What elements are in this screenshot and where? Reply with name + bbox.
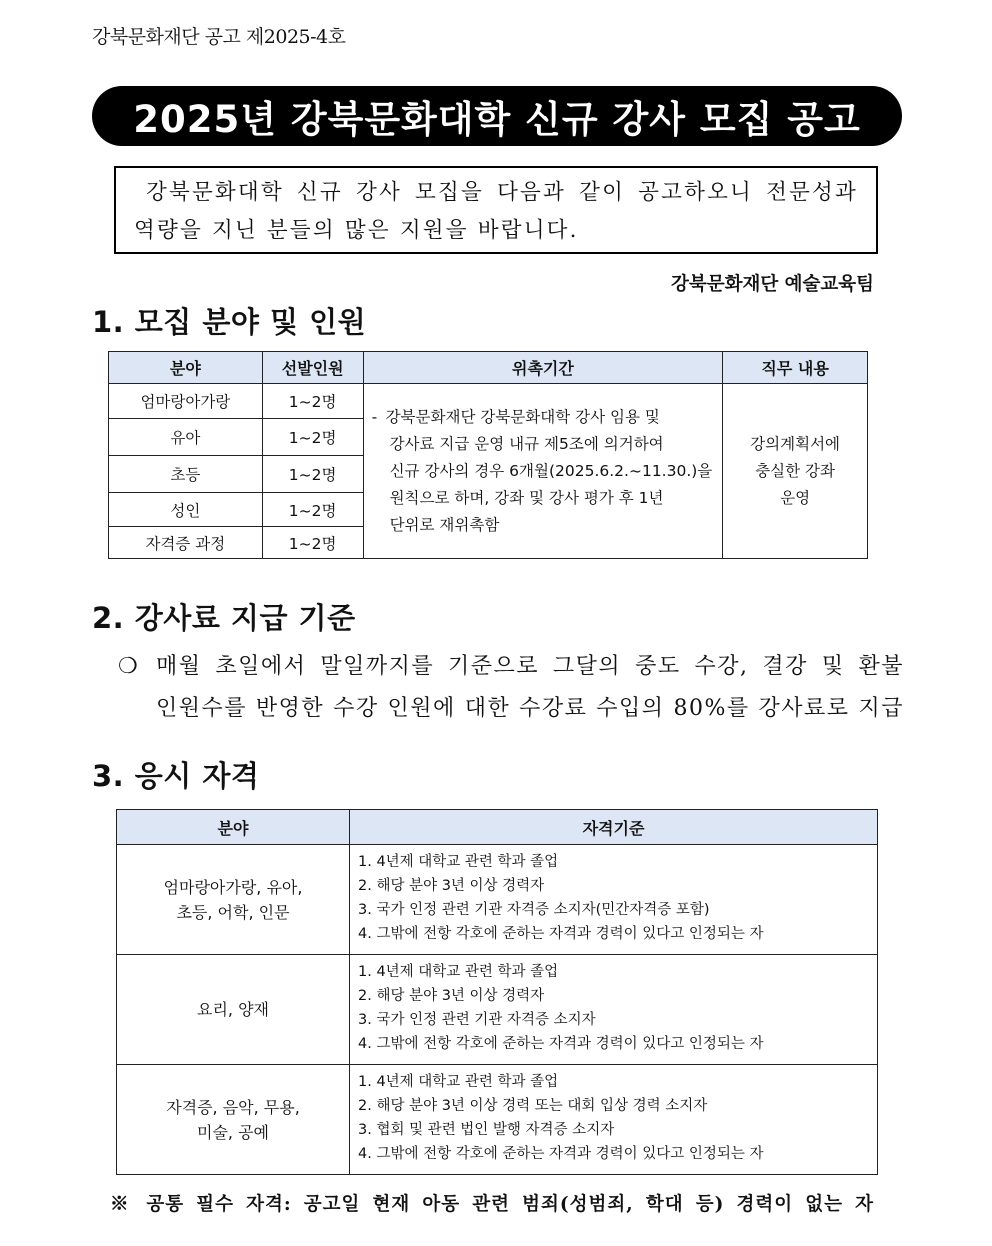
criteria-item: 4. 그밖에 전항 각호에 준하는 자격과 경력이 있다고 인정되는 자 [358,1035,764,1052]
field-cell [117,845,350,955]
issuer: 강북문화재단 예술교육팀 [670,274,874,295]
field-cell: 초등 [109,456,263,493]
header-field: 분야 [109,352,263,384]
header-field: 분야 [117,810,350,845]
duty-cell [723,384,868,559]
table-row [109,384,868,419]
field-line: 미술, 공예 [197,1122,269,1142]
criteria-item: 2. 해당 분야 3년 이상 경력자 [358,987,545,1004]
intro-line-2: 역량을 지닌 분들의 많은 지원을 바랍니다. [134,218,579,243]
criteria-item: 1. 4년제 대학교 관련 학과 졸업 [358,853,559,870]
duty-line: 강의계획서에 [750,434,841,453]
section-1-heading: 1. 모집 분야 및 인원 [92,305,367,339]
period-line: 단위로 재위촉함 [389,515,500,534]
intro-box [114,166,878,254]
count-cell: 1~2명 [262,493,363,527]
period-cell [363,384,723,559]
field-cell: 자격증 과정 [109,527,263,559]
header-period: 위촉기간 [363,352,723,384]
page-title: 2025년 강북문화대학 신규 강사 모집 공고 [133,98,861,141]
field-cell: 성인 [109,493,263,527]
table-row [117,845,878,955]
duty-line: 운영 [780,488,811,507]
field-line: 요리, 양재 [197,1000,269,1019]
count-cell: 1~2명 [262,419,363,456]
criteria-item: 2. 해당 분야 3년 이상 경력 또는 대회 입상 경력 소지자 [358,1097,708,1114]
criteria-item: 3. 국가 인정 관련 기관 자격증 소지자(민간자격증 포함) [358,901,710,918]
criteria-item: 2. 해당 분야 3년 이상 경력자 [358,877,545,894]
duty-line: 충실한 강좌 [755,461,835,480]
count-cell: 1~2명 [262,456,363,493]
field-cell: 엄마랑아가랑 [109,384,263,419]
count-cell: 1~2명 [262,527,363,559]
field-line: 자격증, 음악, 무용, [166,1097,300,1117]
field-line: 엄마랑아가랑, 유아, [163,877,303,897]
fee-paragraph [118,646,904,730]
period-line: 신규 강사의 경우 6개월(2025.6.2.~11.30.)을 [389,461,713,480]
field-line: 초등, 어학, 인문 [176,902,290,922]
header-criteria: 자격기준 [350,810,878,845]
table-header-row [117,810,878,845]
header-count: 선발인원 [262,352,363,384]
header-duty: 직무 내용 [723,352,868,384]
criteria-item: 1. 4년제 대학교 관련 학과 졸업 [358,963,559,980]
fee-line-2: 인원수를 반영한 수강 인원에 대한 수강료 수입의 80%를 강사료로 지급 [156,696,904,721]
intro-line-1: 강북문화대학 신규 강사 모집을 다음과 같이 공고하오니 전문성과 [146,180,858,205]
period-dash: - [371,407,378,426]
count-cell: 1~2명 [262,384,363,419]
table-header-row [109,352,868,384]
period-line: 강사료 지급 운영 내규 제5조에 의거하여 [389,434,664,453]
criteria-item: 3. 협회 및 관련 법인 발행 자격증 소지자 [358,1121,615,1138]
criteria-cell [350,1065,878,1175]
recruitment-table [108,351,868,559]
criteria-item: 1. 4년제 대학교 관련 학과 졸업 [358,1073,559,1090]
section-3-heading: 3. 응시 자격 [92,759,260,793]
criteria-item: 3. 국가 인정 관련 기관 자격증 소지자 [358,1011,596,1028]
table-row [117,955,878,1065]
field-cell [117,955,350,1065]
table-row [117,1065,878,1175]
fee-line-1: 매월 초일에서 말일까지를 기준으로 그달의 중도 수강, 결강 및 환불 [156,654,904,679]
criteria-cell [350,955,878,1065]
section-2-heading: 2. 강사료 지급 기준 [92,601,356,635]
criteria-item: 4. 그밖에 전항 각호에 준하는 자격과 경력이 있다고 인정되는 자 [358,1145,764,1162]
period-line: 강북문화재단 강북문화대학 강사 임용 및 [385,407,660,426]
notice-number: 강북문화재단 공고 제2025-4호 [92,26,346,48]
footnote: ※ 공통 필수 자격: 공고일 현재 아동 관련 범죄(성범죄, 학대 등) 경력이 없는 자 [110,1194,874,1215]
bullet-icon: ❍ [118,654,140,679]
field-cell: 유아 [109,419,263,456]
field-cell [117,1065,350,1175]
title-banner [92,86,902,146]
period-line: 원칙으로 하며, 강좌 및 강사 평가 후 1년 [389,488,664,507]
criteria-cell [350,845,878,955]
qualification-table [116,809,878,1175]
criteria-item: 4. 그밖에 전항 각호에 준하는 자격과 경력이 있다고 인정되는 자 [358,925,764,942]
